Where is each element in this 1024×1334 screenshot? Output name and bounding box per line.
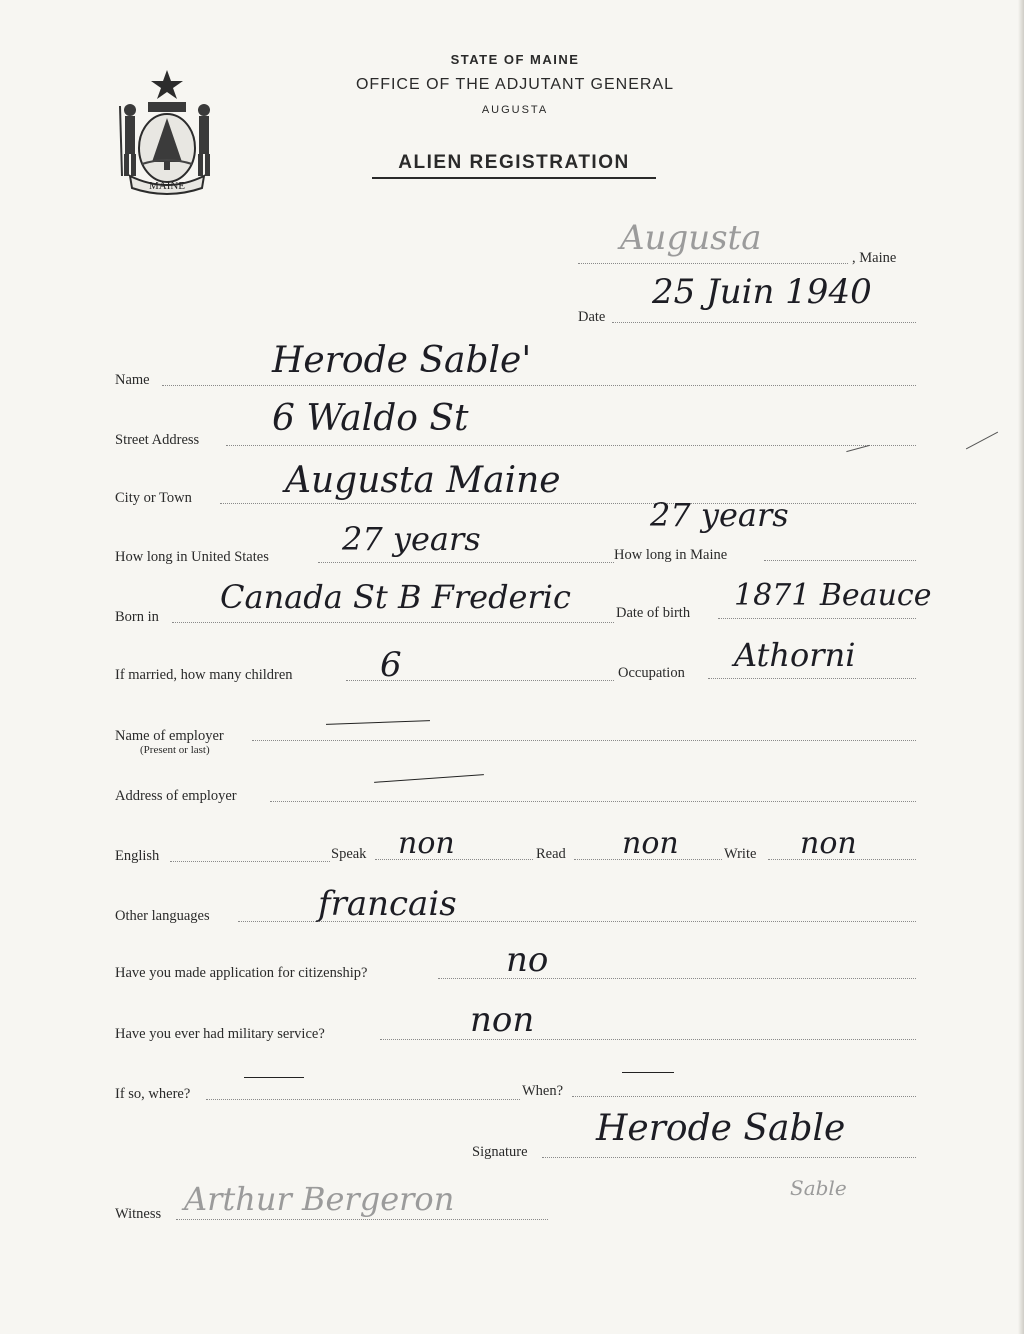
employer-address-label: Address of employer (115, 788, 237, 804)
city-value: Augusta Maine (285, 460, 561, 501)
occupation-label: Occupation (618, 665, 685, 681)
signature-value: Herode Sable (596, 1108, 846, 1149)
seal-banner-text: MAINE (148, 180, 186, 192)
name-line (162, 385, 916, 386)
date-of-birth-label: Date of birth (616, 605, 691, 621)
occupation-value: Athorni (734, 636, 856, 674)
employer-name-line (252, 740, 916, 741)
how-long-us-value: 27 years (342, 520, 481, 558)
where-dash (244, 1077, 304, 1078)
citizenship-label: Have you made application for citizenship? (115, 965, 368, 981)
margin-note: Sable (790, 1176, 847, 1200)
form-title: ALIEN REGISTRATION (372, 152, 656, 179)
witness-value: Arthur Bergeron (184, 1180, 455, 1218)
employer-address-line (270, 801, 916, 802)
signature-line (542, 1157, 916, 1158)
state-heading: STATE OF MAINE (450, 52, 580, 67)
date-line (612, 322, 916, 323)
speak-label: Speak (331, 846, 367, 862)
how-long-us-label: How long in United States (115, 549, 269, 565)
children-value: 6 (380, 645, 402, 685)
write-label: Write (724, 846, 757, 862)
how-long-maine-label: How long in Maine (614, 547, 728, 563)
street-address-label: Street Address (115, 432, 200, 448)
street-address-value: 6 Waldo St (272, 398, 469, 439)
children-label: If married, how many children (115, 667, 293, 683)
date-label: Date (578, 309, 606, 325)
if-so-where-line (206, 1099, 520, 1100)
born-in-line (172, 622, 614, 623)
witness-label: Witness (115, 1206, 162, 1222)
office-heading: OFFICE OF THE ADJUTANT GENERAL (355, 76, 675, 93)
born-in-value: Canada St B Frederic (220, 578, 571, 616)
when-label: When? (522, 1083, 564, 1099)
name-value: Herode Sable' (272, 340, 532, 381)
how-long-maine-value: 27 years (650, 496, 789, 534)
read-value: non (622, 826, 679, 861)
write-value: non (800, 826, 857, 861)
military-line (380, 1039, 916, 1040)
place-line (578, 263, 848, 264)
other-languages-value: francais (318, 884, 457, 924)
date-value: 25 Juin 1940 (652, 272, 872, 312)
english-line (170, 861, 330, 862)
speak-value: non (398, 826, 455, 861)
date-of-birth-value: 1871 Beauce (734, 578, 932, 613)
city-label: City or Town (115, 490, 192, 506)
military-value: non (470, 1000, 535, 1040)
citizenship-value: no (506, 940, 549, 980)
if-so-where-label: If so, where? (115, 1086, 191, 1102)
when-dash (622, 1072, 674, 1073)
employer-name-label: Name of employer (115, 728, 224, 744)
how-long-us-line (318, 562, 614, 563)
page-edge (1018, 0, 1024, 1334)
name-label: Name (115, 372, 150, 388)
city-heading: AUGUSTA (481, 104, 549, 116)
when-line (572, 1096, 916, 1097)
how-long-maine-line (764, 560, 916, 561)
occupation-line (708, 678, 916, 679)
signature-label: Signature (472, 1144, 528, 1160)
place-value: Augusta (620, 218, 762, 258)
maine-label: , Maine (852, 250, 897, 266)
employer-name-note: (Present or last) (140, 744, 210, 756)
city-line (220, 503, 916, 504)
date-of-birth-line (718, 618, 916, 619)
military-label: Have you ever had military service? (115, 1026, 325, 1042)
born-in-label: Born in (115, 609, 159, 625)
witness-line (176, 1219, 548, 1220)
read-label: Read (536, 846, 566, 862)
other-languages-label: Other languages (115, 908, 210, 924)
street-address-line (226, 445, 916, 446)
english-label: English (115, 848, 160, 864)
